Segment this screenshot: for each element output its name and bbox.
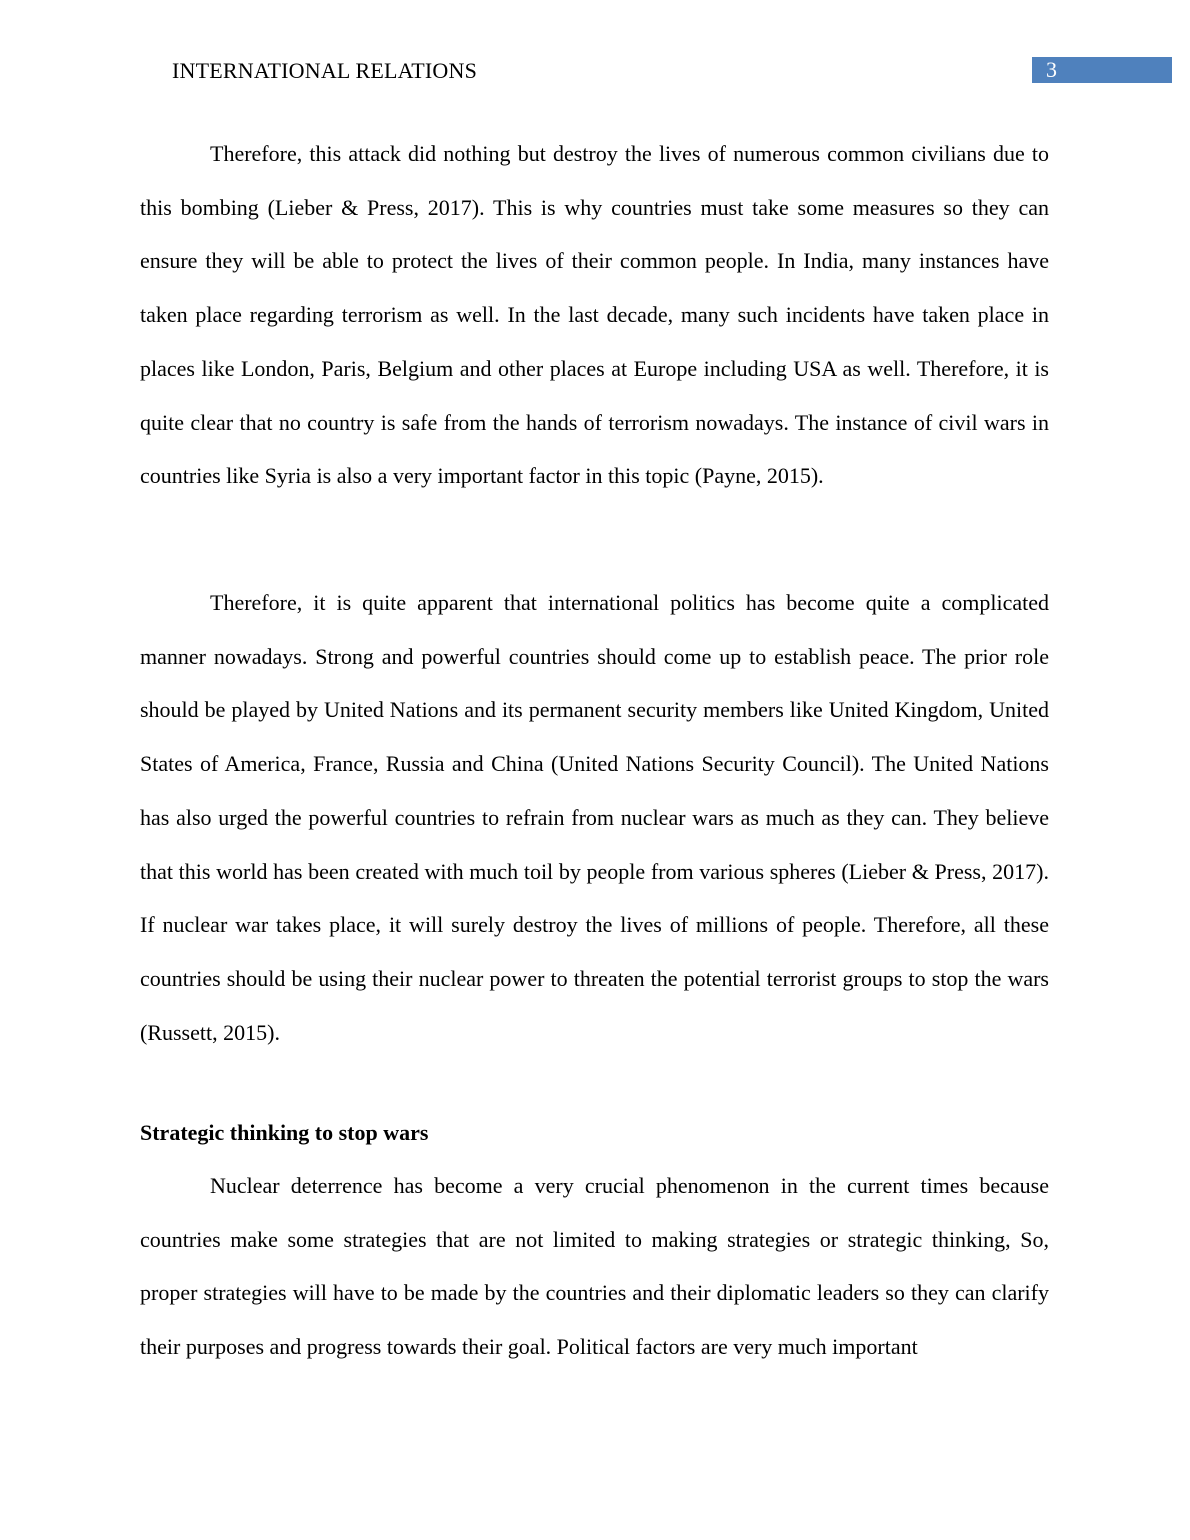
section-heading: Strategic thinking to stop wars	[140, 1120, 429, 1145]
body-paragraph-1: Therefore, this attack did nothing but destroy the lives of numerous common civilians due to this bombing (Lieber & Press, 2017). This is why countries must take some measures so they can ensure they will be able to protect the lives of their common people. In India, many instances have taken place regarding terrorism as well. In the last decade, many such incidents have taken place in places like London, Paris, Belgium and other places at Europe including USA as well. Therefore, it is quite clear that no country is safe from the hands of terrorism nowadays. The instance of civil wars in countries like Syria is also a very important factor in this topic (Payne, 2015).	[140, 141, 1049, 489]
running-head: INTERNATIONAL RELATIONS	[172, 58, 478, 83]
page-number: 3	[1046, 57, 1057, 82]
page-number-box	[1032, 57, 1172, 83]
body-paragraph-2: Therefore, it is quite apparent that international politics has become quite a complicated manner nowadays. Strong and powerful countries should come up to establish peace. The prior role should be played by United Nations and its permanent security members like United Kingdom, United States of America, France, Russia and China (United Nations Security Council). The United Nations has also urged the powerful countries to refrain from nuclear wars as much as they can. They believe that this world has been created with much toil by people from various spheres (Lieber & Press, 2017). If nuclear war takes place, it will surely destroy the lives of millions of people. Therefore, all these countries should be using their nuclear power to threaten the potential terrorist groups to stop the wars (Russett, 2015).	[140, 590, 1049, 1045]
body-paragraph-3: Nuclear deterrence has become a very crucial phenomenon in the current times because countries make some strategies that are not limited to making strategies or strategic thinking, So, proper strategies will have to be made by the countries and their diplomatic leaders so they can clarify their purposes and progress towards their goal. Political factors are very much important	[140, 1173, 1049, 1360]
